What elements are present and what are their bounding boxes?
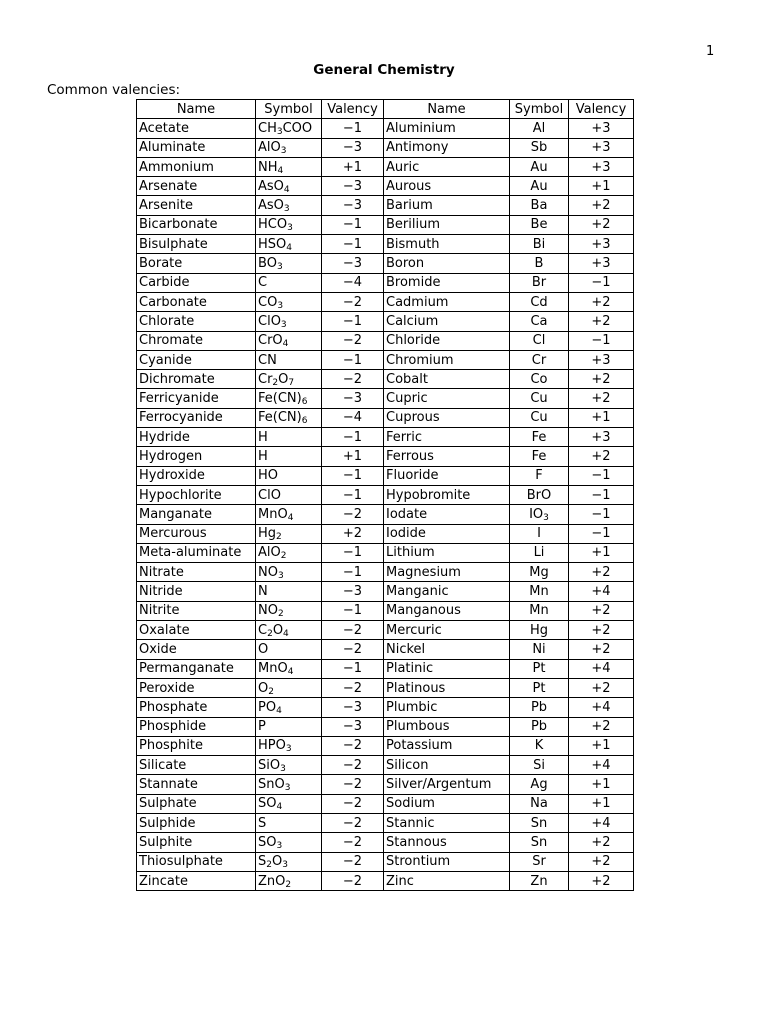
- element-valency: +1: [569, 408, 634, 427]
- element-name: Auric: [384, 157, 510, 176]
- element-symbol: Au: [510, 157, 569, 176]
- table-row: [137, 138, 634, 157]
- element-valency: +2: [569, 717, 634, 736]
- radical-name: Ferricyanide: [137, 389, 256, 408]
- element-name: Iodate: [384, 505, 510, 524]
- radical-symbol: $NH_4$: [256, 157, 322, 176]
- table-row: [137, 698, 634, 717]
- header-valency: Valency: [569, 100, 634, 119]
- element-symbol: Sr: [510, 852, 569, 871]
- radical-symbol: $HPO_3$: [256, 736, 322, 755]
- radical-valency: −2: [322, 505, 384, 524]
- radical-symbol: H: [256, 447, 322, 466]
- table-row: [137, 196, 634, 215]
- element-name: Chloride: [384, 331, 510, 350]
- header-name: Name: [384, 100, 510, 119]
- radical-symbol: $Fe(CN)_6$: [256, 389, 322, 408]
- element-name: Cadmium: [384, 292, 510, 311]
- table-row: [137, 505, 634, 524]
- element-name: Chromium: [384, 350, 510, 369]
- element-symbol: Ba: [510, 196, 569, 215]
- element-valency: +1: [569, 794, 634, 813]
- radical-valency: −1: [322, 428, 384, 447]
- radical-valency: −2: [322, 678, 384, 697]
- element-valency: +2: [569, 370, 634, 389]
- table-row: [137, 350, 634, 369]
- element-valency: +2: [569, 871, 634, 890]
- radical-symbol: O: [256, 640, 322, 659]
- element-symbol: Cu: [510, 389, 569, 408]
- radical-name: Silicate: [137, 756, 256, 775]
- radical-name: Phosphite: [137, 736, 256, 755]
- element-symbol: Cd: [510, 292, 569, 311]
- element-symbol: Na: [510, 794, 569, 813]
- table-row: [137, 370, 634, 389]
- radical-valency: −3: [322, 254, 384, 273]
- radical-name: Ferrocyanide: [137, 408, 256, 427]
- radical-symbol: $C_2O_4$: [256, 621, 322, 640]
- element-name: Platinic: [384, 659, 510, 678]
- element-symbol: Al: [510, 119, 569, 138]
- radical-name: Manganate: [137, 505, 256, 524]
- element-name: Stannic: [384, 813, 510, 832]
- radical-name: Thiosulphate: [137, 852, 256, 871]
- table-row: [137, 389, 634, 408]
- element-symbol: Ni: [510, 640, 569, 659]
- radical-symbol: $Cr_2O_7$: [256, 370, 322, 389]
- radical-name: Peroxide: [137, 678, 256, 697]
- element-symbol: Mg: [510, 563, 569, 582]
- radical-valency: −2: [322, 640, 384, 659]
- element-symbol: Sn: [510, 813, 569, 832]
- element-name: Strontium: [384, 852, 510, 871]
- element-name: Silver/Argentum: [384, 775, 510, 794]
- table-row: [137, 756, 634, 775]
- element-symbol: Be: [510, 215, 569, 234]
- header-name: Name: [137, 100, 256, 119]
- element-symbol: I: [510, 524, 569, 543]
- element-symbol: Mn: [510, 582, 569, 601]
- radical-symbol: P: [256, 717, 322, 736]
- element-valency: +4: [569, 698, 634, 717]
- radical-symbol: MnO$_4$: [256, 659, 322, 678]
- radical-valency: −3: [322, 717, 384, 736]
- element-valency: +2: [569, 852, 634, 871]
- element-name: Mercuric: [384, 621, 510, 640]
- page-title: General Chemistry: [313, 62, 455, 78]
- element-symbol: Bi: [510, 235, 569, 254]
- element-name: Cuprous: [384, 408, 510, 427]
- radical-name: Hydrogen: [137, 447, 256, 466]
- radical-valency: −1: [322, 601, 384, 620]
- radical-symbol: $HCO_3$: [256, 215, 322, 234]
- radical-valency: −2: [322, 833, 384, 852]
- radical-name: Sulphate: [137, 794, 256, 813]
- element-name: Silicon: [384, 756, 510, 775]
- element-valency: +2: [569, 678, 634, 697]
- element-symbol: Fe: [510, 447, 569, 466]
- element-symbol: Sb: [510, 138, 569, 157]
- header-symbol: Symbol: [510, 100, 569, 119]
- element-name: Cupric: [384, 389, 510, 408]
- table-row: [137, 601, 634, 620]
- table-row: [137, 775, 634, 794]
- radical-valency: −2: [322, 756, 384, 775]
- radical-name: Nitride: [137, 582, 256, 601]
- element-valency: +2: [569, 215, 634, 234]
- table-row: [137, 563, 634, 582]
- element-valency: +2: [569, 389, 634, 408]
- radical-valency: +1: [322, 447, 384, 466]
- element-name: Platinous: [384, 678, 510, 697]
- radical-symbol: ClO$_3$: [256, 312, 322, 331]
- radical-symbol: MnO$_4$: [256, 505, 322, 524]
- radical-name: Ammonium: [137, 157, 256, 176]
- element-valency: −1: [569, 485, 634, 504]
- element-valency: +2: [569, 196, 634, 215]
- element-valency: +1: [569, 177, 634, 196]
- header-valency: Valency: [322, 100, 384, 119]
- radical-name: Chlorate: [137, 312, 256, 331]
- radical-name: Oxalate: [137, 621, 256, 640]
- radical-valency: −1: [322, 119, 384, 138]
- radical-name: Chromate: [137, 331, 256, 350]
- element-valency: +2: [569, 312, 634, 331]
- element-valency: +3: [569, 138, 634, 157]
- radical-name: Carbonate: [137, 292, 256, 311]
- element-symbol: Ca: [510, 312, 569, 331]
- radical-symbol: C: [256, 273, 322, 292]
- table-row: [137, 833, 634, 852]
- table-row: [137, 331, 634, 350]
- element-symbol: Si: [510, 756, 569, 775]
- table-row: [137, 408, 634, 427]
- radical-valency: −3: [322, 177, 384, 196]
- section-heading: Common valencies:: [47, 82, 181, 98]
- element-valency: −1: [569, 505, 634, 524]
- element-valency: −1: [569, 466, 634, 485]
- element-valency: +2: [569, 640, 634, 659]
- radical-valency: −2: [322, 852, 384, 871]
- radical-name: Carbide: [137, 273, 256, 292]
- element-valency: +3: [569, 254, 634, 273]
- element-valency: +4: [569, 756, 634, 775]
- radical-valency: −2: [322, 621, 384, 640]
- radical-symbol: CrO$_4$: [256, 331, 322, 350]
- element-name: Ferrous: [384, 447, 510, 466]
- radical-valency: −1: [322, 235, 384, 254]
- radical-symbol: HO: [256, 466, 322, 485]
- radical-name: Dichromate: [137, 370, 256, 389]
- element-name: Zinc: [384, 871, 510, 890]
- element-name: Manganous: [384, 601, 510, 620]
- radical-name: Arsenite: [137, 196, 256, 215]
- element-symbol: F: [510, 466, 569, 485]
- table-row: [137, 254, 634, 273]
- table-row: [137, 659, 634, 678]
- radical-name: Zincate: [137, 871, 256, 890]
- radical-name: Arsenate: [137, 177, 256, 196]
- table-row: [137, 524, 634, 543]
- radical-valency: −3: [322, 389, 384, 408]
- element-symbol: Pb: [510, 717, 569, 736]
- radical-valency: −2: [322, 736, 384, 755]
- table-row: [137, 119, 634, 138]
- radical-valency: −1: [322, 485, 384, 504]
- element-valency: +1: [569, 543, 634, 562]
- radical-symbol: $S_2O_3$: [256, 852, 322, 871]
- radical-valency: −2: [322, 331, 384, 350]
- table-row: [137, 640, 634, 659]
- element-name: Iodide: [384, 524, 510, 543]
- table-row: [137, 312, 634, 331]
- radical-symbol: S: [256, 813, 322, 832]
- radical-symbol: $PO_4$: [256, 698, 322, 717]
- element-name: Aurous: [384, 177, 510, 196]
- radical-symbol: AlO$_2$: [256, 543, 322, 562]
- radical-name: Acetate: [137, 119, 256, 138]
- radical-symbol: $BO_3$: [256, 254, 322, 273]
- table-row: [137, 485, 634, 504]
- radical-valency: +2: [322, 524, 384, 543]
- radical-valency: −1: [322, 312, 384, 331]
- table-row: [137, 813, 634, 832]
- element-symbol: $IO_3$: [510, 505, 569, 524]
- element-symbol: Cr: [510, 350, 569, 369]
- element-name: Sodium: [384, 794, 510, 813]
- element-name: Bromide: [384, 273, 510, 292]
- radical-name: Meta-aluminate: [137, 543, 256, 562]
- radical-valency: −1: [322, 215, 384, 234]
- radical-symbol: $NO_3$: [256, 563, 322, 582]
- element-valency: +2: [569, 447, 634, 466]
- radical-name: Aluminate: [137, 138, 256, 157]
- radical-name: Bisulphate: [137, 235, 256, 254]
- table-row: [137, 428, 634, 447]
- element-valency: +4: [569, 659, 634, 678]
- radical-symbol: $CO_3$: [256, 292, 322, 311]
- radical-name: Cyanide: [137, 350, 256, 369]
- element-symbol: Cu: [510, 408, 569, 427]
- element-name: Barium: [384, 196, 510, 215]
- table-row: [137, 466, 634, 485]
- radical-symbol: $Hg_2$: [256, 524, 322, 543]
- radical-valency: −1: [322, 659, 384, 678]
- table-row: [137, 852, 634, 871]
- table-row: [137, 157, 634, 176]
- radical-symbol: AsO$_3$: [256, 196, 322, 215]
- element-valency: +2: [569, 621, 634, 640]
- element-name: Stannous: [384, 833, 510, 852]
- radical-valency: −2: [322, 370, 384, 389]
- element-symbol: BrO: [510, 485, 569, 504]
- element-name: Berilium: [384, 215, 510, 234]
- radical-valency: −1: [322, 350, 384, 369]
- radical-name: Hydride: [137, 428, 256, 447]
- element-symbol: Pt: [510, 678, 569, 697]
- element-name: Plumbic: [384, 698, 510, 717]
- radical-symbol: CN: [256, 350, 322, 369]
- radical-valency: −3: [322, 196, 384, 215]
- radical-name: Nitrite: [137, 601, 256, 620]
- radical-valency: −3: [322, 698, 384, 717]
- element-name: Magnesium: [384, 563, 510, 582]
- table-row: [137, 736, 634, 755]
- element-name: Nickel: [384, 640, 510, 659]
- element-valency: +2: [569, 563, 634, 582]
- radical-name: Nitrate: [137, 563, 256, 582]
- table-row: [137, 543, 634, 562]
- radical-valency: +1: [322, 157, 384, 176]
- table-row: [137, 292, 634, 311]
- element-valency: +4: [569, 582, 634, 601]
- element-name: Antimony: [384, 138, 510, 157]
- table-row: [137, 678, 634, 697]
- radical-symbol: AlO$_3$: [256, 138, 322, 157]
- table-row: [137, 794, 634, 813]
- radical-valency: −2: [322, 813, 384, 832]
- element-name: Lithium: [384, 543, 510, 562]
- element-valency: +2: [569, 833, 634, 852]
- radical-name: Oxide: [137, 640, 256, 659]
- element-valency: −1: [569, 273, 634, 292]
- table-row: [137, 871, 634, 890]
- radical-valency: −4: [322, 273, 384, 292]
- element-symbol: Fe: [510, 428, 569, 447]
- element-symbol: Li: [510, 543, 569, 562]
- element-symbol: Co: [510, 370, 569, 389]
- radical-symbol: $HSO_4$: [256, 235, 322, 254]
- radical-symbol: $Fe(CN)_6$: [256, 408, 322, 427]
- element-symbol: Hg: [510, 621, 569, 640]
- table-body: [137, 119, 634, 891]
- radical-symbol: $NO_2$: [256, 601, 322, 620]
- element-name: Potassium: [384, 736, 510, 755]
- element-valency: −1: [569, 524, 634, 543]
- radical-name: Stannate: [137, 775, 256, 794]
- element-name: Ferric: [384, 428, 510, 447]
- radical-name: Phosphide: [137, 717, 256, 736]
- element-symbol: K: [510, 736, 569, 755]
- element-valency: +3: [569, 428, 634, 447]
- header-symbol: Symbol: [256, 100, 322, 119]
- page-number: 1: [706, 44, 715, 59]
- element-valency: +4: [569, 813, 634, 832]
- element-valency: +3: [569, 350, 634, 369]
- radical-name: Sulphide: [137, 813, 256, 832]
- radical-name: Hypochlorite: [137, 485, 256, 504]
- element-name: Boron: [384, 254, 510, 273]
- radical-valency: −1: [322, 543, 384, 562]
- element-name: Cobalt: [384, 370, 510, 389]
- radical-name: Bicarbonate: [137, 215, 256, 234]
- element-name: Manganic: [384, 582, 510, 601]
- element-symbol: Zn: [510, 871, 569, 890]
- radical-valency: −4: [322, 408, 384, 427]
- radical-symbol: ZnO$_2$: [256, 871, 322, 890]
- element-symbol: Ag: [510, 775, 569, 794]
- radical-name: Permanganate: [137, 659, 256, 678]
- radical-symbol: H: [256, 428, 322, 447]
- element-symbol: B: [510, 254, 569, 273]
- radical-name: Hydroxide: [137, 466, 256, 485]
- radical-symbol: $CH_3COO$: [256, 119, 322, 138]
- radical-symbol: N: [256, 582, 322, 601]
- radical-valency: −2: [322, 794, 384, 813]
- valency-table: [136, 99, 634, 891]
- element-valency: +2: [569, 292, 634, 311]
- radical-valency: −2: [322, 775, 384, 794]
- radical-symbol: SnO$_3$: [256, 775, 322, 794]
- element-symbol: Br: [510, 273, 569, 292]
- table-row: [137, 273, 634, 292]
- element-valency: +1: [569, 736, 634, 755]
- table-row: [137, 447, 634, 466]
- element-name: Plumbous: [384, 717, 510, 736]
- element-name: Hypobromite: [384, 485, 510, 504]
- radical-valency: −1: [322, 563, 384, 582]
- element-name: Fluoride: [384, 466, 510, 485]
- radical-symbol: $SO_3$: [256, 833, 322, 852]
- table-row: [137, 177, 634, 196]
- element-symbol: Pt: [510, 659, 569, 678]
- radical-valency: −3: [322, 582, 384, 601]
- element-symbol: Au: [510, 177, 569, 196]
- radical-symbol: ClO: [256, 485, 322, 504]
- table-row: [137, 215, 634, 234]
- element-name: Calcium: [384, 312, 510, 331]
- element-name: Bismuth: [384, 235, 510, 254]
- table-header-row: [137, 100, 634, 119]
- radical-valency: −2: [322, 292, 384, 311]
- element-valency: +1: [569, 775, 634, 794]
- radical-name: Sulphite: [137, 833, 256, 852]
- element-valency: +3: [569, 119, 634, 138]
- element-valency: −1: [569, 331, 634, 350]
- radical-valency: −2: [322, 871, 384, 890]
- radical-symbol: $SO_4$: [256, 794, 322, 813]
- radical-valency: −1: [322, 466, 384, 485]
- radical-symbol: SiO$_3$: [256, 756, 322, 775]
- radical-symbol: AsO$_4$: [256, 177, 322, 196]
- element-name: Aluminium: [384, 119, 510, 138]
- element-symbol: Cl: [510, 331, 569, 350]
- table-row: [137, 621, 634, 640]
- element-valency: +2: [569, 601, 634, 620]
- radical-valency: −3: [322, 138, 384, 157]
- element-symbol: Sn: [510, 833, 569, 852]
- radical-name: Phosphate: [137, 698, 256, 717]
- radical-name: Mercurous: [137, 524, 256, 543]
- radical-symbol: $O_2$: [256, 678, 322, 697]
- table-row: [137, 235, 634, 254]
- radical-name: Borate: [137, 254, 256, 273]
- element-symbol: Mn: [510, 601, 569, 620]
- element-valency: +3: [569, 157, 634, 176]
- element-valency: +3: [569, 235, 634, 254]
- table-row: [137, 717, 634, 736]
- element-symbol: Pb: [510, 698, 569, 717]
- table-row: [137, 582, 634, 601]
